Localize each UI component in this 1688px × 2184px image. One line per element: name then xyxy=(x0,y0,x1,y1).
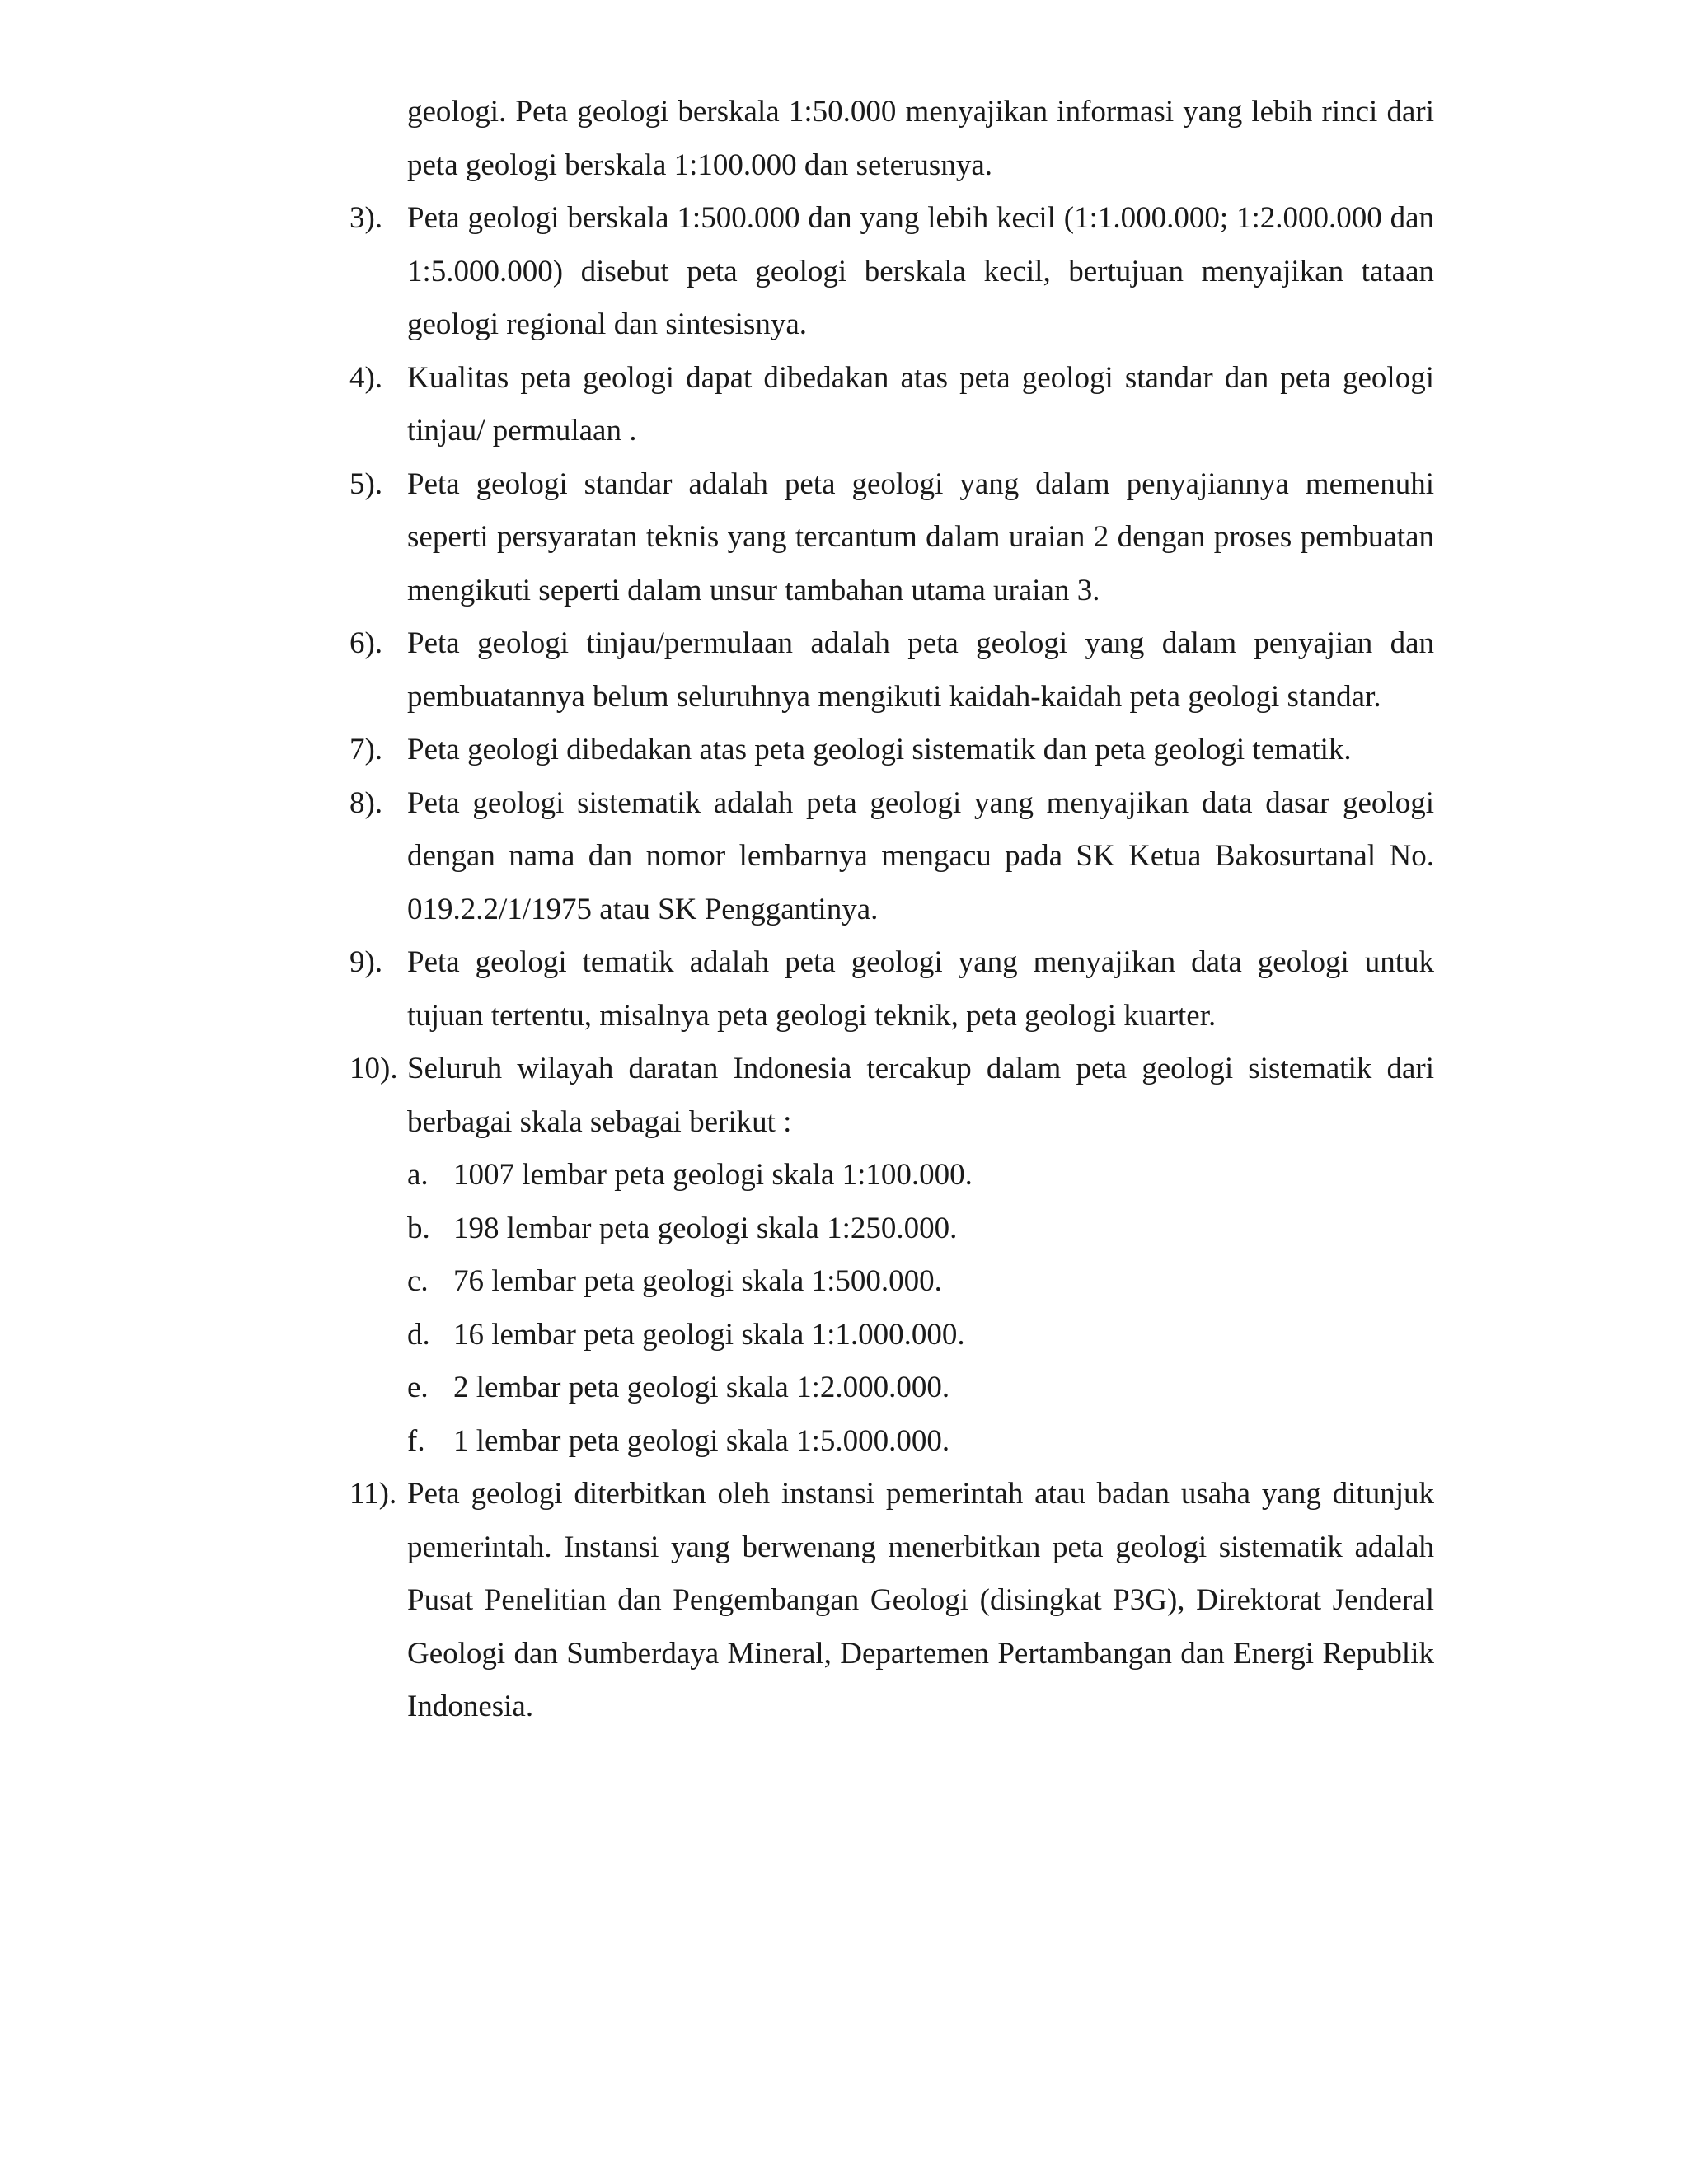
sublist-text: 1007 lembar peta geologi skala 1:100.000. xyxy=(453,1158,973,1192)
sublist-item xyxy=(407,1202,1434,1256)
sublist-item xyxy=(407,1361,1434,1415)
sublist-item xyxy=(407,1255,1434,1309)
item-number: 11). xyxy=(349,1477,397,1511)
item-text: Seluruh wilayah daratan Indonesia tercakup dalam peta geologi sistematik dari berbagai skala sebagai berikut : xyxy=(407,1052,1434,1139)
sublist-text: 198 lembar peta geologi skala 1:250.000. xyxy=(453,1211,958,1245)
sublist-text: 16 lembar peta geologi skala 1:1.000.000. xyxy=(453,1317,965,1352)
list-item-4 xyxy=(349,352,1434,458)
sublist-label: f. xyxy=(407,1423,425,1458)
list-item-7 xyxy=(349,724,1434,777)
sublist-text: 76 lembar peta geologi skala 1:500.000. xyxy=(453,1264,942,1298)
item-number: 5). xyxy=(349,466,383,501)
list-item-5 xyxy=(349,458,1434,618)
list-item-3 xyxy=(349,192,1434,352)
scale-sublist xyxy=(349,1149,1434,1468)
sublist-text: 2 lembar peta geologi skala 1:2.000.000. xyxy=(453,1371,950,1404)
sublist-item xyxy=(407,1415,1434,1469)
list-item-6 xyxy=(349,617,1434,724)
sublist-label: d. xyxy=(407,1317,430,1352)
continuation-paragraph: geologi. Peta geologi berskala 1:50.000 menyajikan informasi yang lebih rinci dari peta geologi berskala 1:100.000 dan seterusnya. xyxy=(407,95,1434,182)
item-text: Peta geologi dibedakan atas peta geologi sistematik dan peta geologi tematik. xyxy=(407,733,1352,766)
list-item-9 xyxy=(349,936,1434,1043)
sublist-text: 1 lembar peta geologi skala 1:5.000.000. xyxy=(453,1423,950,1458)
list-item-11 xyxy=(349,1468,1434,1734)
item-text: Peta geologi sistematik adalah peta geologi yang menyajikan data dasar geologi dengan nama dan nomor lembarnya mengacu pada SK Ketua Bakosurtanal No. 019.2.2/1/1975 atau SK Penggantinya. xyxy=(407,785,1434,926)
list-item-8 xyxy=(349,777,1434,937)
document-body xyxy=(349,86,1434,1734)
item-text: Peta geologi berskala 1:500.000 dan yang lebih kecil (1:1.000.000; 1:2.000.000 dan 1:5.000.000) disebut peta geologi berskala kecil, bertujuan menyajikan tataan geologi regional dan sintesisnya. xyxy=(407,201,1434,341)
sublist-item xyxy=(407,1309,1434,1362)
sublist-label: e. xyxy=(407,1371,429,1404)
sublist-label: b. xyxy=(407,1211,430,1245)
item-text: Kualitas peta geologi dapat dibedakan atas peta geologi standar dan peta geologi tinjau/ permulaan . xyxy=(407,360,1434,448)
item-number: 9). xyxy=(349,945,383,979)
sublist-label: a. xyxy=(407,1158,429,1192)
item-number: 10). xyxy=(349,1052,398,1085)
item-number: 6). xyxy=(349,626,383,660)
item-text: Peta geologi standar adalah peta geologi yang dalam penyajiannya memenuhi seperti persyaratan teknis yang tercantum dalam uraian 2 dengan proses pembuatan mengikuti seperti dalam unsur tambahan utama uraian 3. xyxy=(407,466,1434,607)
item-text: Peta geologi tinjau/permulaan adalah peta geologi yang dalam penyajian dan pembuatannya belum seluruhnya mengikuti kaidah-kaidah peta geologi standar. xyxy=(407,626,1434,714)
list-item-10 xyxy=(349,1043,1434,1149)
item-number: 7). xyxy=(349,733,383,766)
sublist-label: c. xyxy=(407,1264,429,1298)
item-text: Peta geologi tematik adalah peta geologi yang menyajikan data geologi untuk tujuan tertentu, misalnya peta geologi teknik, peta geologi kuarter. xyxy=(407,945,1434,1033)
item-number: 8). xyxy=(349,785,383,820)
item-number: 3). xyxy=(349,201,383,235)
sublist-item xyxy=(407,1149,1434,1202)
item-text: Peta geologi diterbitkan oleh instansi pemerintah atau badan usaha yang ditunjuk pemerintah. Instansi yang berwenang menerbitkan peta geologi sistematik adalah Pusat Penelitian dan Pengembangan Geologi (disingkat P3G), Direktorat Jenderal Geologi dan Sumberdaya Mineral, Departemen Pertambangan dan Energi Republik Indonesia. xyxy=(407,1477,1434,1723)
item-number: 4). xyxy=(349,360,383,395)
